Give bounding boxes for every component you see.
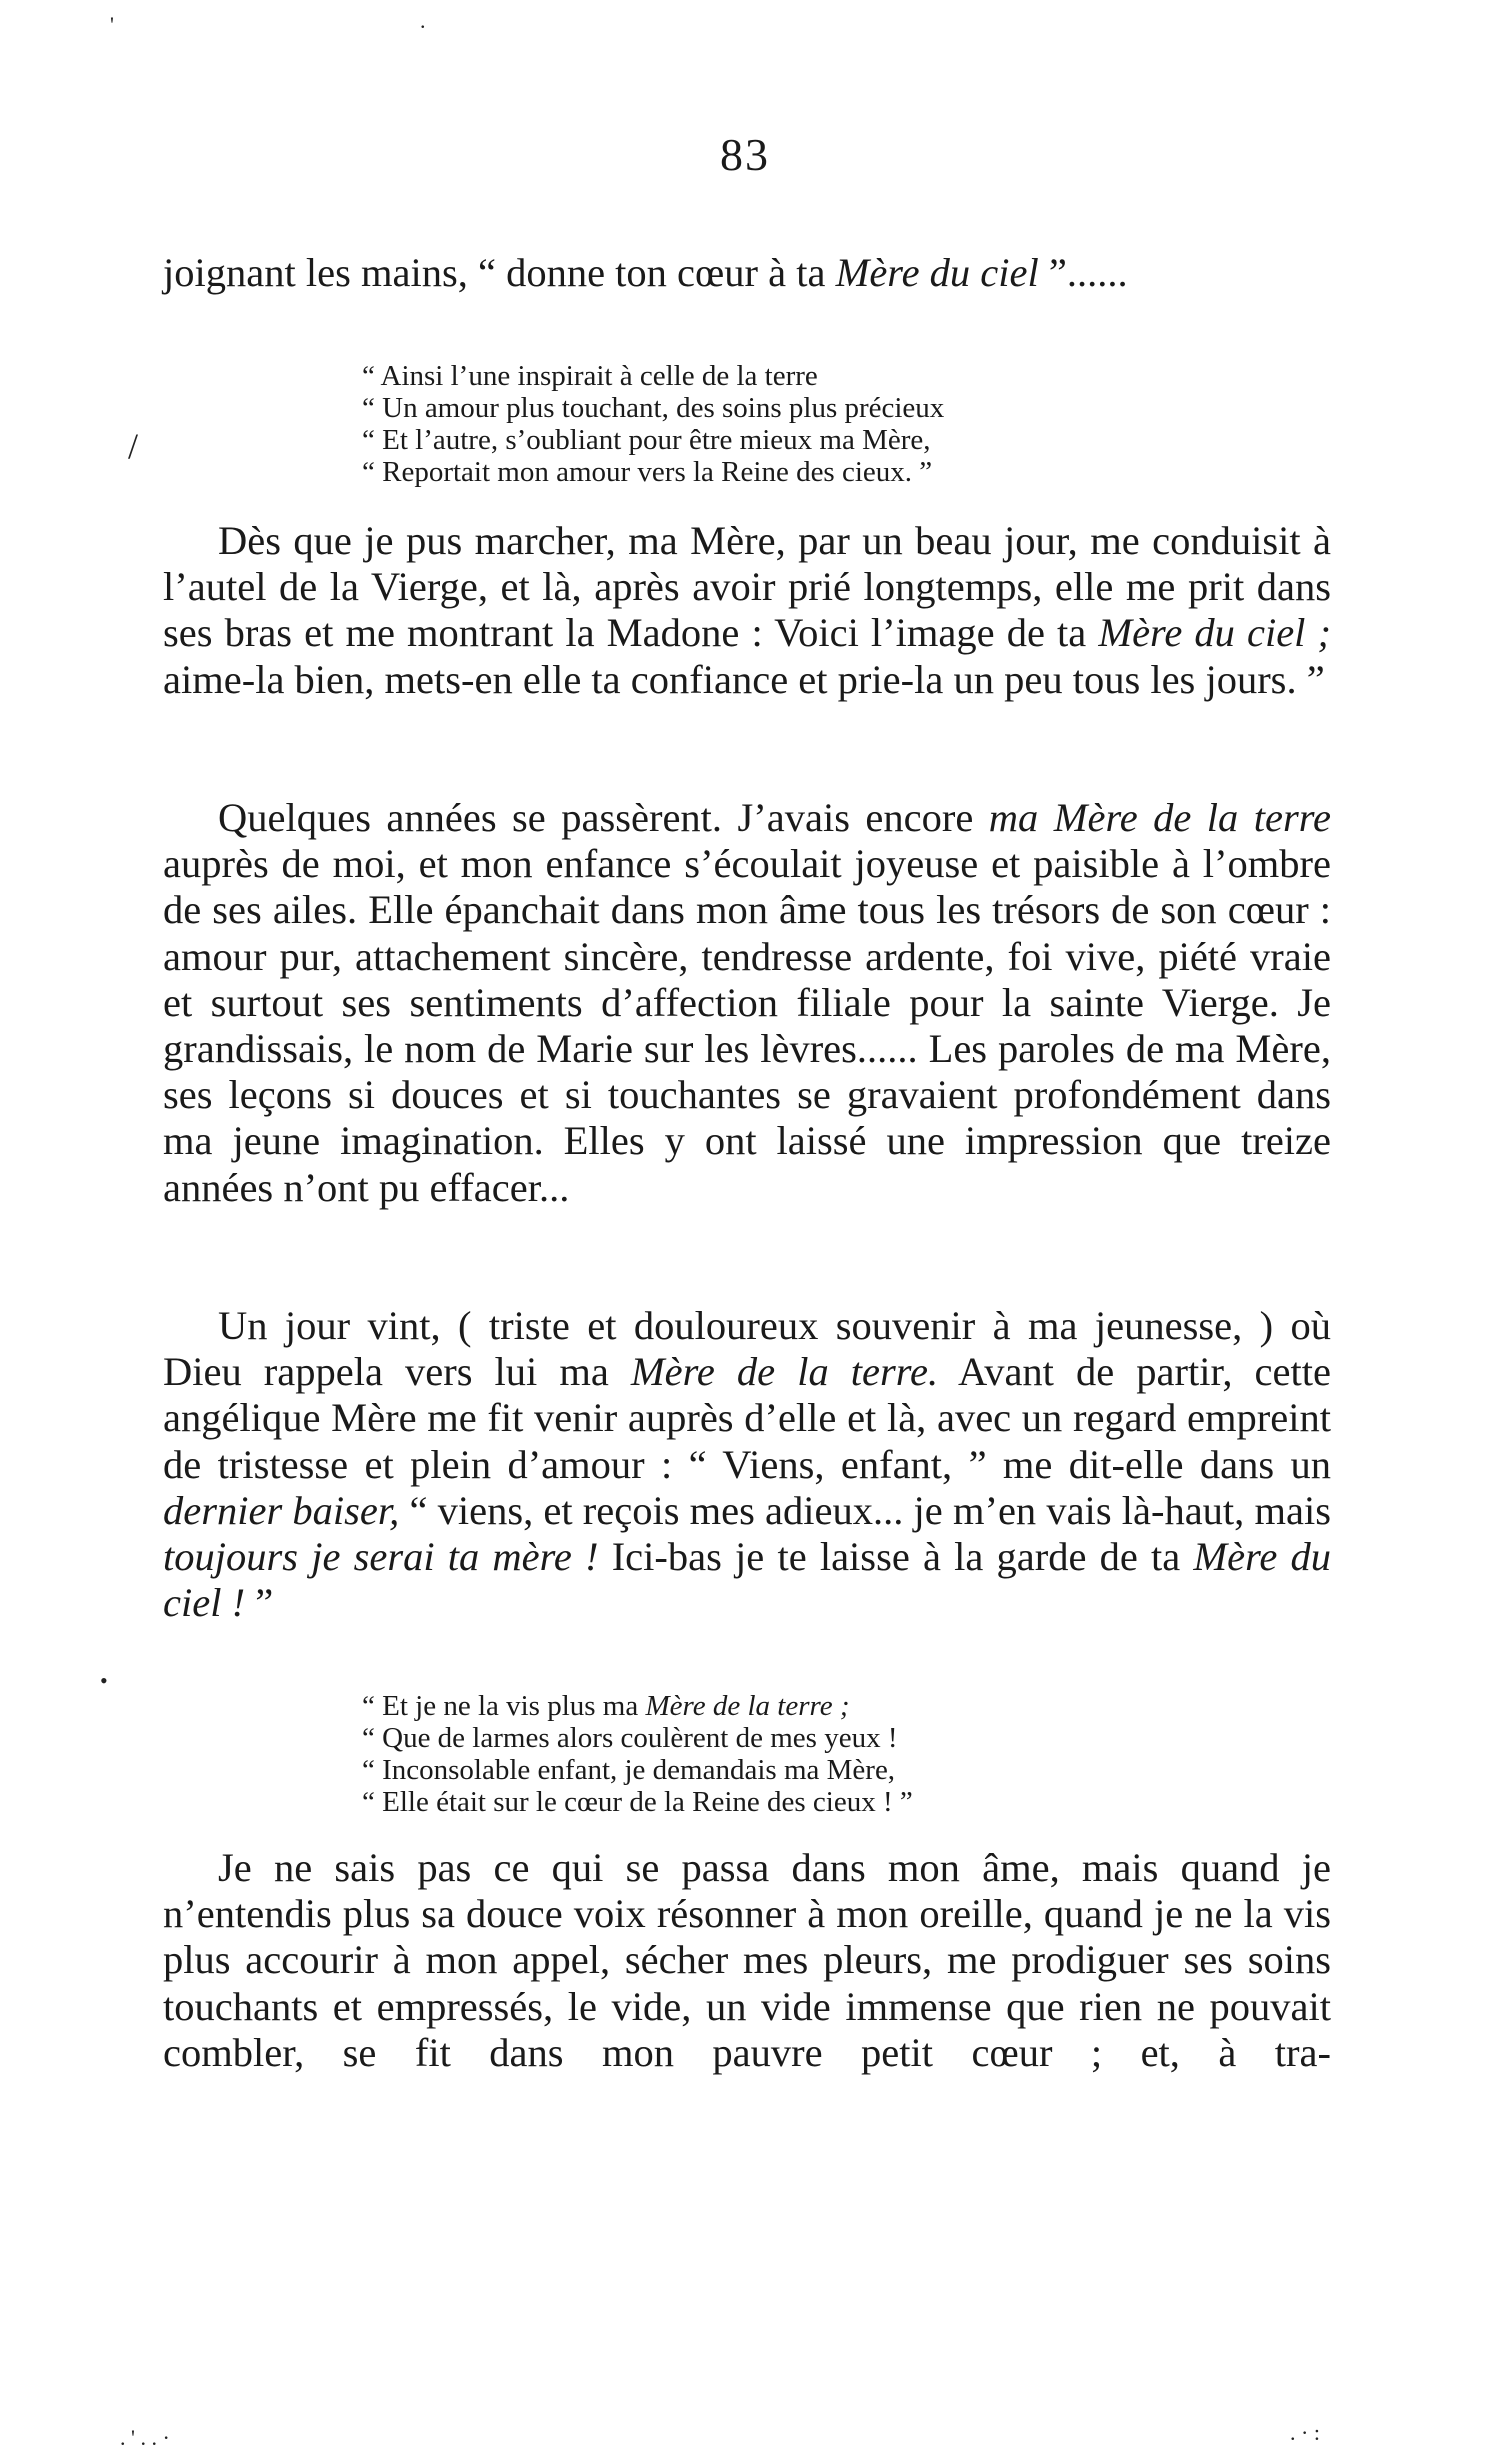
text-run: joignant les mains, “ donne ton cœur à ta [163,250,836,295]
paragraph-continuation [163,250,1331,296]
text-run: ” [245,1580,274,1626]
text-run: aime-la bien, mets-en elle ta confiance et prie-la un peu tous les jours. ” [163,656,1325,702]
paragraph [163,1845,1331,2076]
italic-text-run: ma Mère de la terre [988,795,1331,840]
speck-mark: . ' . . · [120,2425,170,2450]
verse-line [362,1690,1262,1722]
speck-mark: . [420,8,426,33]
italic-text-run: Mère du ciel ; [1098,610,1332,656]
verse-block [362,360,1262,488]
verse-block [362,1690,1262,1818]
text-run: ”...... [1038,250,1128,295]
paragraph-text: Je ne sais pas ce qui se passa dans mon âme, mais quand je n’entendis plus sa douce voix résonner à mon oreille, quand je ne la vis plus accourir à mon appel, sécher mes pleurs, me prodiguer ses soins touchants et empressés, le vide, un vide immense que rien ne pouvait combler, se fit dans mon pauvre petit cœur ; et, à tra- [163,1845,1331,2075]
paragraph-text [163,250,1331,296]
italic-text-run: Mère de la terre ; [645,1690,850,1722]
verse-line: “ Elle était sur le cœur de la Reine des cieux ! ” [362,1786,913,1818]
italic-text-run: toujours je serai ta mère ! [163,1534,599,1580]
text-run: Avant de partir, cette angélique Mère me fit venir auprès d’elle et là, avec un regard empreint de tristesse et plein d’amour : “ Viens, enfant, ” me dit-elle dans un [163,1349,1331,1487]
paragraph-text [163,795,1331,1211]
italic-text-run: dernier baiser, [163,1487,400,1533]
text-run: “ viens, et reçois mes adieux... je m’en vais là-haut, mais [399,1487,1331,1533]
speck-mark: • [100,1668,108,1693]
paragraph-text [163,518,1331,703]
paragraph [163,795,1331,1211]
text-run: “ Et je ne la vis plus ma [362,1690,646,1722]
text-run: Dès que je pus marcher, ma Mère, par un beau jour, me conduisit à l’autel de la Vierge, et là, après avoir prié longtemps, elle me prit dans ses bras et me montrant la Madone : Voici l’image de ta [163,518,1331,656]
paragraph-text [163,1303,1331,1626]
text-run: Un jour vint, ( triste et douloureux souvenir à ma jeunesse, ) où Dieu rappela vers lui ma [163,1303,1331,1395]
page-number: 83 [720,129,770,180]
verse-line: “ Ainsi l’une inspirait à celle de la terre [362,360,818,392]
text-run: auprès de moi, et mon enfance s’écoulait joyeuse et paisible à l’ombre de ses ailes. Elle épanchait dans mon âme tous les trésors de son cœur : amour pur, attachement sincère, tendresse ardente, foi vive, piété vraie et surtout ses sentiments d’affection filiale pour la sainte Vierge. Je grandissais, le nom de Marie sur les lèvres...... Les paroles de ma Mère, ses leçons si douces et si touchantes se gravaient profondément dans ma jeune imagination. Elles y ont laissé une impression que treize années n’ont pu effacer... [163,841,1331,1210]
verse-line: “ Inconsolable enfant, je demandais ma Mère, [362,1754,896,1786]
verse-line: “ Reportait mon amour vers la Reine des cieux. ” [362,456,933,488]
text-run: Quelques années se passèrent. J’avais encore [218,795,989,840]
verse-line: “ Et l’autre, s’oubliant pour être mieux ma Mère, [362,424,931,456]
verse-line: “ Un amour plus touchant, des soins plus précieux [362,392,945,424]
italic-text-run: Mère du ciel ! [163,1534,1332,1626]
italic-text-run: Mère du ciel [835,250,1039,295]
verse-line: “ Que de larmes alors coulèrent de mes yeux ! [362,1722,898,1754]
italic-text-run: Mère de la terre. [630,1349,939,1395]
speck-mark: . · : [1290,2420,1320,2445]
text-run: Ici-bas je te laisse à la garde de ta [598,1534,1194,1580]
paragraph [163,518,1331,703]
speck-mark: ' [110,12,114,37]
paragraph [163,1303,1331,1626]
speck-mark: / [128,426,139,466]
